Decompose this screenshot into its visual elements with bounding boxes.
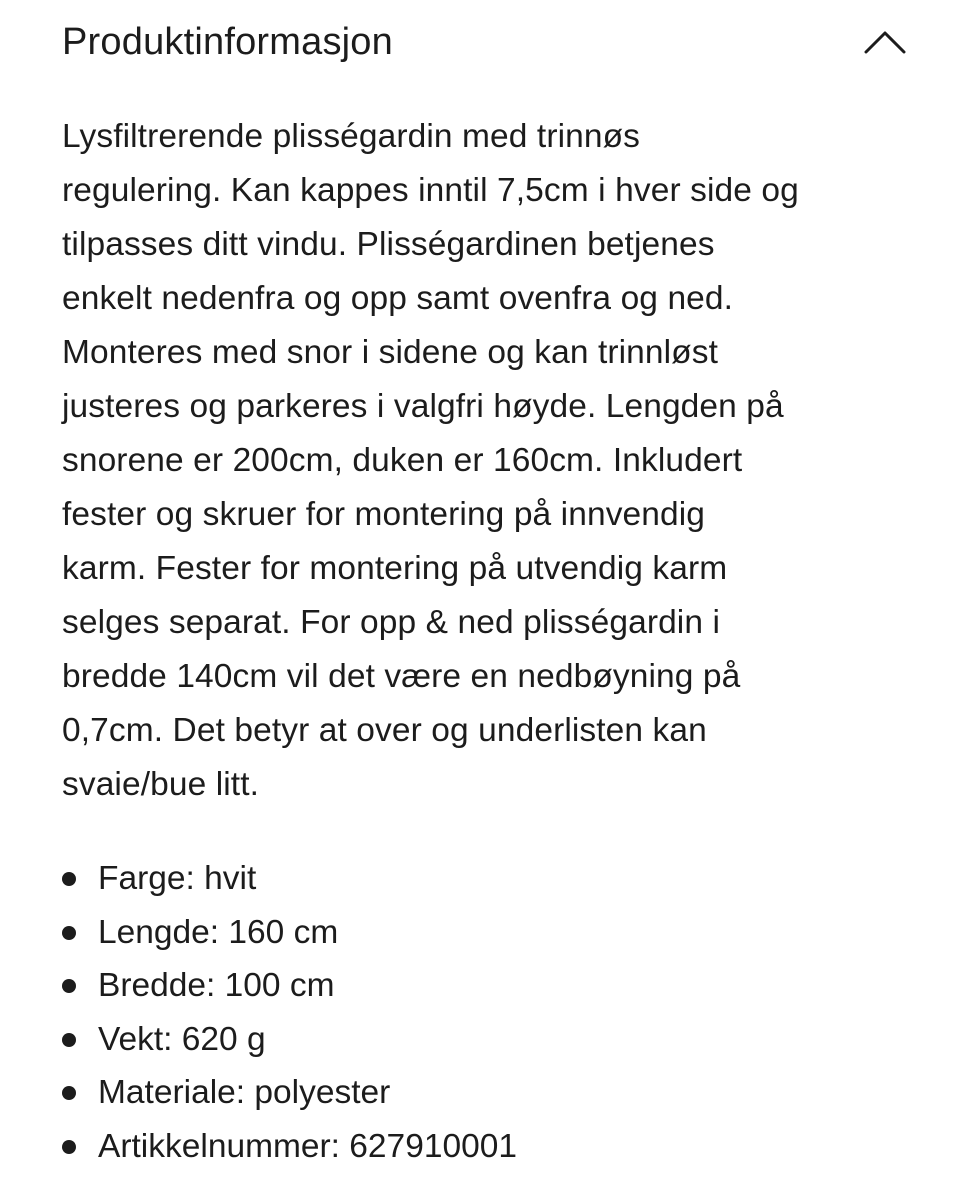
description-line: tilpasses ditt vindu. Plisségardinen betjenes (62, 226, 715, 263)
spec-item-artikkelnummer (62, 1120, 922, 1174)
description-line: karm. Fester for montering på utvendig karm (62, 550, 728, 587)
spec-text: Lengde: 160 cm (98, 913, 339, 951)
bullet-icon (62, 926, 76, 940)
spec-item-vekt (62, 1013, 922, 1067)
spec-text: Vekt: 620 g (98, 1020, 266, 1058)
bullet-icon (62, 1140, 76, 1154)
description-line: svaie/bue litt. (62, 766, 260, 803)
spec-text: Materiale: polyester (98, 1074, 391, 1111)
bullet-icon (62, 872, 76, 886)
description-line: Monteres med snor i sidene og kan trinnløst (62, 334, 718, 371)
chevron-up-icon-graphic (863, 29, 907, 55)
spec-list (62, 852, 922, 1173)
description-line: 0,7cm. Det betyr at over og underlisten kan (62, 712, 707, 749)
spec-item-materiale (62, 1066, 922, 1120)
description-line: regulering. Kan kappes inntil 7,5cm i hver side og (62, 172, 799, 209)
description-line: selges separat. For opp & ned plisségardin i (62, 604, 721, 641)
bullet-icon (62, 1033, 76, 1047)
spec-text: Bredde: 100 cm (98, 967, 335, 1004)
spec-item-lengde (62, 906, 922, 960)
bullet-icon (62, 1086, 76, 1100)
bullet-icon (62, 979, 76, 993)
accordion-header[interactable] (0, 0, 960, 90)
description-line: snorene er 200cm, duken er 160cm. Inkludert (62, 442, 743, 479)
description-line: enkelt nedenfra og opp samt ovenfra og ned. (62, 280, 734, 317)
product-description (62, 110, 922, 812)
accordion-title: Produktinformasjon (62, 21, 393, 63)
description-line: Lysfiltrerende plisségardin med trinnøs (62, 118, 640, 155)
chevron-up-icon[interactable] (862, 22, 908, 62)
spec-item-bredde (62, 959, 922, 1013)
description-line: justeres og parkeres i valgfri høyde. Lengden på (62, 388, 784, 425)
spec-text: Farge: hvit (98, 860, 257, 897)
description-line: fester og skruer for montering på innvendig (62, 496, 706, 533)
accordion-content (62, 110, 922, 1165)
description-line: bredde 140cm vil det være en nedbøyning på (62, 658, 741, 695)
spec-text: Artikkelnummer: 627910001 (98, 1127, 517, 1165)
spec-item-farge (62, 852, 922, 906)
